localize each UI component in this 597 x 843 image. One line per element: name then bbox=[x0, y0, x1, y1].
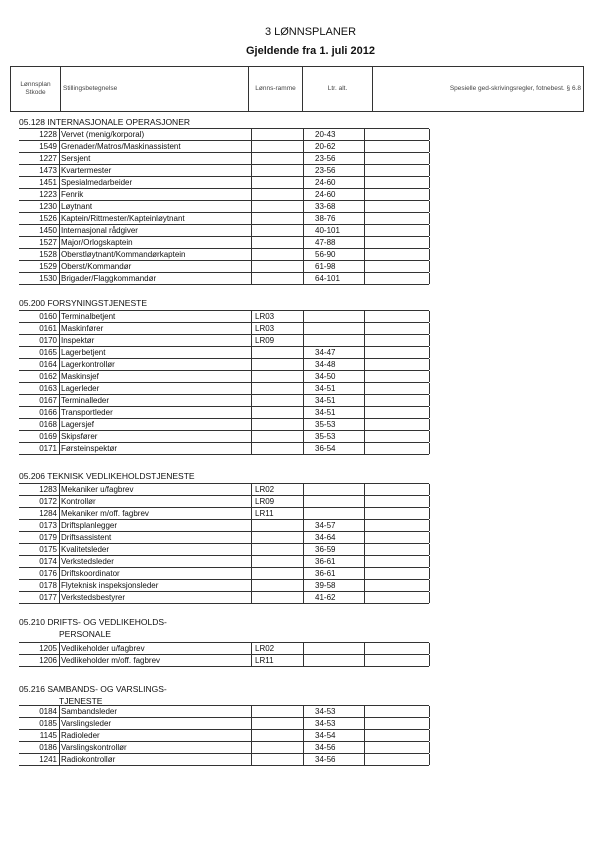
row-title: Major/Orlogskaptein bbox=[61, 238, 133, 247]
row-ltr: 33-68 bbox=[315, 202, 336, 211]
row-code: 0160 bbox=[39, 312, 57, 321]
row-lonnsramme: LR09 bbox=[255, 336, 275, 345]
table-row bbox=[19, 655, 429, 667]
table-header bbox=[10, 66, 584, 112]
row-ltr: 47-88 bbox=[315, 238, 336, 247]
page-title: 3 LØNNSPLANER bbox=[264, 26, 357, 38]
table-row bbox=[19, 643, 429, 655]
table-row bbox=[19, 742, 429, 754]
row-title: Maskinsjef bbox=[61, 372, 99, 381]
row-lonnsramme: LR03 bbox=[255, 312, 275, 321]
section-title-continued: PERSONALE bbox=[59, 629, 111, 639]
row-code: 0170 bbox=[39, 336, 57, 345]
row-ltr: 35-53 bbox=[315, 432, 336, 441]
row-title: Varslingsleder bbox=[61, 719, 112, 728]
row-ltr: 23-56 bbox=[315, 154, 336, 163]
section-title-continued: TJENESTE bbox=[59, 696, 103, 706]
row-code: 1283 bbox=[39, 485, 57, 494]
row-ltr: 36-54 bbox=[315, 444, 336, 453]
row-code: 0185 bbox=[39, 719, 57, 728]
table-row bbox=[19, 754, 429, 766]
header-lonnsramme: Lønns-ramme bbox=[249, 67, 303, 111]
header-stillingsbetegnelse: Stillingsbetegnelse bbox=[61, 67, 249, 111]
row-code: 1450 bbox=[39, 226, 57, 235]
row-ltr: 34-54 bbox=[315, 731, 336, 740]
row-ltr: 39-58 bbox=[315, 581, 336, 590]
row-title: Inspektør bbox=[61, 336, 95, 345]
row-code: 0174 bbox=[39, 557, 57, 566]
row-ltr: 40-101 bbox=[315, 226, 340, 235]
row-code: 0175 bbox=[39, 545, 57, 554]
section-table bbox=[19, 483, 429, 604]
row-title: Flyteknisk inspeksjonsleder bbox=[61, 581, 159, 590]
row-ltr: 34-51 bbox=[315, 396, 336, 405]
row-code: 1451 bbox=[39, 178, 57, 187]
row-title: Driftskoordinator bbox=[61, 569, 120, 578]
row-ltr: 34-56 bbox=[315, 743, 336, 752]
row-code: 0171 bbox=[39, 444, 57, 453]
table-row bbox=[19, 730, 429, 742]
row-code: 1223 bbox=[39, 190, 57, 199]
row-code: 0164 bbox=[39, 360, 57, 369]
row-lonnsramme: LR02 bbox=[255, 485, 275, 494]
row-code: 1549 bbox=[39, 142, 57, 151]
row-ltr: 61-98 bbox=[315, 262, 336, 271]
section-title: 05.216 SAMBANDS- OG VARSLINGS- bbox=[19, 684, 167, 694]
row-title: Lagerkontrollør bbox=[61, 360, 115, 369]
row-code: 1473 bbox=[39, 166, 57, 175]
row-title: Førsteinspektør bbox=[61, 444, 118, 453]
row-title: Lagerleder bbox=[61, 384, 100, 393]
row-title: Grenader/Matros/Maskinassistent bbox=[61, 142, 181, 151]
row-code: 1527 bbox=[39, 238, 57, 247]
row-ltr: 23-56 bbox=[315, 166, 336, 175]
row-code: 1227 bbox=[39, 154, 57, 163]
row-ltr: 20-62 bbox=[315, 142, 336, 151]
row-code: 0178 bbox=[39, 581, 57, 590]
row-title: Terminalleder bbox=[61, 396, 110, 405]
table-row bbox=[19, 129, 429, 141]
row-code: 0168 bbox=[39, 420, 57, 429]
section-title: 05.128 INTERNASJONALE OPERASJONER bbox=[19, 117, 191, 127]
row-code: 1526 bbox=[39, 214, 57, 223]
row-ltr: 35-53 bbox=[315, 420, 336, 429]
row-code: 1230 bbox=[39, 202, 57, 211]
header-spesielle-regler: Spesielle ged-skrivingsregler, fotnebest. § 6.8 bbox=[449, 85, 581, 92]
row-ltr: 38-76 bbox=[315, 214, 336, 223]
row-code: 0169 bbox=[39, 432, 57, 441]
row-ltr: 34-57 bbox=[315, 521, 336, 530]
row-title: Varslingskontrollør bbox=[61, 743, 127, 752]
table-row bbox=[19, 532, 429, 544]
row-title: Transportleder bbox=[61, 408, 113, 417]
row-title: Driftsplanlegger bbox=[61, 521, 118, 530]
row-title: Oberst/Kommandør bbox=[61, 262, 132, 271]
row-title: Kaptein/Rittmester/Kapteinløytnant bbox=[61, 214, 185, 223]
row-ltr: 34-56 bbox=[315, 755, 336, 764]
row-code: 1530 bbox=[39, 274, 57, 283]
row-title: Kontrollør bbox=[61, 497, 96, 506]
row-code: 1228 bbox=[39, 130, 57, 139]
row-code: 1206 bbox=[39, 656, 57, 665]
row-title: Lagerbetjent bbox=[61, 348, 106, 357]
table-row bbox=[19, 165, 429, 177]
row-title: Mekaniker u/fagbrev bbox=[61, 485, 134, 494]
row-title: Løytnant bbox=[61, 202, 93, 211]
table-row bbox=[19, 443, 429, 455]
row-code: 0172 bbox=[39, 497, 57, 506]
row-title: Lagersjef bbox=[61, 420, 94, 429]
row-code: 0179 bbox=[39, 533, 57, 542]
section-title: 05.206 TEKNISK VEDLIKEHOLDSTJENESTE bbox=[19, 471, 195, 481]
section-table bbox=[19, 128, 429, 285]
table-row bbox=[19, 201, 429, 213]
table-row bbox=[19, 261, 429, 273]
row-ltr: 34-53 bbox=[315, 719, 336, 728]
table-row bbox=[19, 419, 429, 431]
table-row bbox=[19, 371, 429, 383]
row-title: Verkstedsbestyrer bbox=[61, 593, 126, 602]
table-row bbox=[19, 249, 429, 261]
row-title: Radioleder bbox=[61, 731, 100, 740]
row-code: 0162 bbox=[39, 372, 57, 381]
header-lonnsplan: Lønnsplan Stkode bbox=[11, 67, 61, 111]
table-row bbox=[19, 213, 429, 225]
table-row bbox=[19, 592, 429, 604]
row-code: 1205 bbox=[39, 644, 57, 653]
row-title: Maskinfører bbox=[61, 324, 104, 333]
row-ltr: 34-50 bbox=[315, 372, 336, 381]
table-row bbox=[19, 508, 429, 520]
row-title: Sersjent bbox=[61, 154, 91, 163]
table-row bbox=[19, 335, 429, 347]
row-ltr: 34-64 bbox=[315, 533, 336, 542]
row-code: 0165 bbox=[39, 348, 57, 357]
row-code: 0186 bbox=[39, 743, 57, 752]
table-row bbox=[19, 407, 429, 419]
section-table bbox=[19, 642, 429, 667]
row-lonnsramme: LR03 bbox=[255, 324, 275, 333]
row-code: 0163 bbox=[39, 384, 57, 393]
row-code: 0161 bbox=[39, 324, 57, 333]
row-ltr: 34-53 bbox=[315, 707, 336, 716]
row-title: Kvartermester bbox=[61, 166, 112, 175]
row-code: 1284 bbox=[39, 509, 57, 518]
row-ltr: 24-60 bbox=[315, 190, 336, 199]
row-ltr: 34-48 bbox=[315, 360, 336, 369]
table-row bbox=[19, 177, 429, 189]
row-title: Radiokontrollør bbox=[61, 755, 116, 764]
row-ltr: 20-43 bbox=[315, 130, 336, 139]
row-lonnsramme: LR09 bbox=[255, 497, 275, 506]
row-code: 1529 bbox=[39, 262, 57, 271]
row-title: Fenrik bbox=[61, 190, 84, 199]
row-title: Verkstedsleder bbox=[61, 557, 114, 566]
section-title: 05.200 FORSYNINGSTJENESTE bbox=[19, 298, 148, 308]
table-row bbox=[19, 706, 429, 718]
row-ltr: 64-101 bbox=[315, 274, 340, 283]
section-table bbox=[19, 310, 429, 455]
row-ltr: 34-51 bbox=[315, 408, 336, 417]
table-row bbox=[19, 153, 429, 165]
row-title: Internasjonal rådgiver bbox=[61, 226, 138, 235]
row-title: Oberstløytnant/Kommandørkaptein bbox=[61, 250, 186, 259]
row-ltr: 34-47 bbox=[315, 348, 336, 357]
row-code: 1241 bbox=[39, 755, 57, 764]
table-row bbox=[19, 484, 429, 496]
row-lonnsramme: LR02 bbox=[255, 644, 275, 653]
row-ltr: 34-51 bbox=[315, 384, 336, 393]
table-row bbox=[19, 225, 429, 237]
row-title: Spesialmedarbeider bbox=[61, 178, 133, 187]
table-row bbox=[19, 580, 429, 592]
row-title: Skipsfører bbox=[61, 432, 98, 441]
row-ltr: 56-90 bbox=[315, 250, 336, 259]
table-row bbox=[19, 395, 429, 407]
table-row bbox=[19, 496, 429, 508]
row-ltr: 24-60 bbox=[315, 178, 336, 187]
row-code: 0176 bbox=[39, 569, 57, 578]
page-subtitle: Gjeldende fra 1. juli 2012 bbox=[246, 45, 375, 57]
row-ltr: 41-62 bbox=[315, 593, 336, 602]
row-title: Driftsassistent bbox=[61, 533, 112, 542]
row-ltr: 36-61 bbox=[315, 569, 336, 578]
row-code: 0177 bbox=[39, 593, 57, 602]
table-row bbox=[19, 237, 429, 249]
row-ltr: 36-59 bbox=[315, 545, 336, 554]
table-row bbox=[19, 556, 429, 568]
table-row bbox=[19, 323, 429, 335]
table-row bbox=[19, 359, 429, 371]
table-row bbox=[19, 544, 429, 556]
row-ltr: 36-61 bbox=[315, 557, 336, 566]
row-title: Brigader/Flaggkommandør bbox=[61, 274, 157, 283]
table-row bbox=[19, 431, 429, 443]
row-lonnsramme: LR11 bbox=[255, 656, 274, 665]
section-title: 05.210 DRIFTS- OG VEDLIKEHOLDS- bbox=[19, 617, 167, 627]
row-code: 0166 bbox=[39, 408, 57, 417]
row-code: 1528 bbox=[39, 250, 57, 259]
header-ltr-alt: Ltr. alt. bbox=[303, 67, 373, 111]
section-table bbox=[19, 705, 429, 766]
row-title: Mekaniker m/off. fagbrev bbox=[61, 509, 149, 518]
table-row bbox=[19, 311, 429, 323]
row-title: Kvalitetsleder bbox=[61, 545, 110, 554]
table-row bbox=[19, 383, 429, 395]
row-title: Terminalbetjent bbox=[61, 312, 116, 321]
row-code: 1145 bbox=[39, 731, 57, 740]
table-row bbox=[19, 347, 429, 359]
table-row bbox=[19, 718, 429, 730]
row-code: 0184 bbox=[39, 707, 57, 716]
table-row bbox=[19, 273, 429, 285]
table-row bbox=[19, 189, 429, 201]
row-title: Vedlikeholder m/off. fagbrev bbox=[61, 656, 161, 665]
row-title: Vervet (menig/korporal) bbox=[61, 130, 145, 139]
table-row bbox=[19, 568, 429, 580]
row-code: 0167 bbox=[39, 396, 57, 405]
row-title: Sambandsleder bbox=[61, 707, 118, 716]
table-row bbox=[19, 520, 429, 532]
row-lonnsramme: LR11 bbox=[255, 509, 274, 518]
row-code: 0173 bbox=[39, 521, 57, 530]
table-row bbox=[19, 141, 429, 153]
row-title: Vedlikeholder u/fagbrev bbox=[61, 644, 145, 653]
